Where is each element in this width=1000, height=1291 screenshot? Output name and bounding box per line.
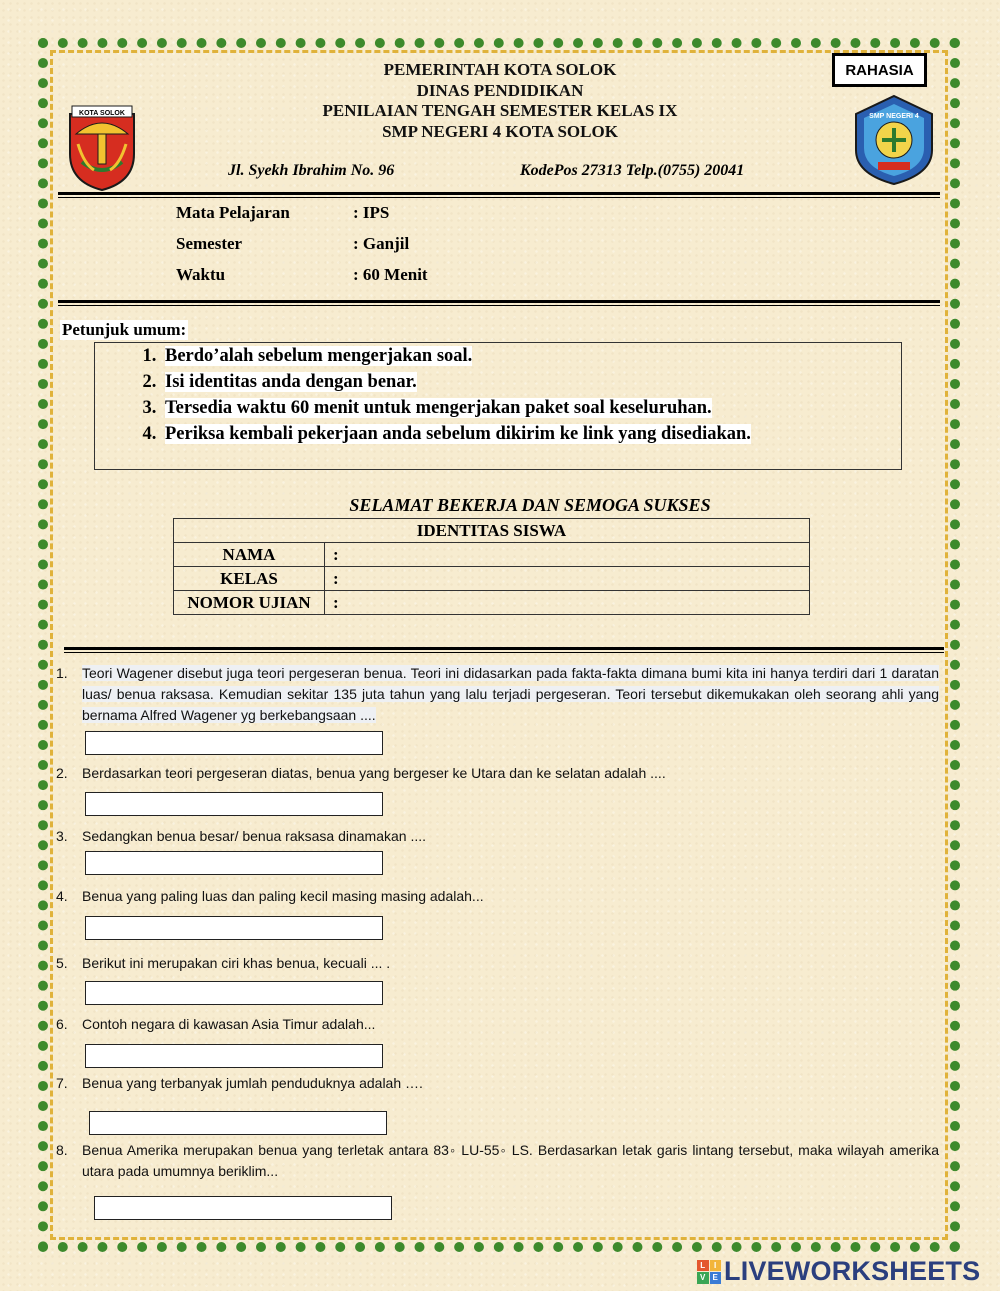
question-6 <box>56 1014 939 1035</box>
meta-label: Semester <box>176 234 243 253</box>
question-8 <box>56 1140 939 1182</box>
question-text: Berikut ini merupakan ciri khas benua, kecuali ... . <box>82 955 391 971</box>
identity-row <box>174 543 810 567</box>
answer-input-4[interactable] <box>85 916 383 940</box>
question-number: 8. <box>56 1142 68 1158</box>
instructions-box <box>94 342 902 470</box>
question-number: 5. <box>56 955 68 971</box>
meta-divider <box>58 300 940 306</box>
question-5 <box>56 953 939 974</box>
meta-time <box>176 265 428 285</box>
answer-input-8[interactable] <box>94 1196 392 1220</box>
meta-value: : 60 Menit <box>353 265 428 284</box>
identity-table <box>173 518 810 615</box>
question-text: Sedangkan benua besar/ benua raksasa dinamakan .... <box>82 828 427 844</box>
name-field[interactable]: : <box>325 543 810 567</box>
meta-label: Waktu <box>176 265 226 284</box>
question-text: Teori Wagener disebut juga teori pergeseran benua. Teori ini didasarkan pada fakta-fakta dimana bumi kita ini hanya terdiri dari 1 daratan luas/ benua raksasa. Kemudian sekitar 135 juta tahun yang lalu terjadi pergeseran. Teori tersebut dikemukakan oleh seorang ahli yang bernama Alfred Wagener yg berkebangsaan .... <box>82 665 939 723</box>
question-number: 1. <box>56 665 68 681</box>
question-number: 4. <box>56 888 68 904</box>
logo-left-text: KOTA SOLOK <box>79 110 125 117</box>
kota-solok-logo-icon <box>64 104 140 192</box>
meta-label: Mata Pelajaran <box>176 203 290 222</box>
question-4 <box>56 886 939 907</box>
answer-input-1[interactable] <box>85 731 383 755</box>
identity-row <box>174 567 810 591</box>
school-contact: KodePos 27313 Telp.(0755) 20041 <box>520 162 745 179</box>
instruction-item: 4. Periksa kembali pekerjaan anda sebelum dikirim ke link yang disediakan. <box>161 421 901 447</box>
answer-input-6[interactable] <box>85 1044 383 1068</box>
question-number: 3. <box>56 828 68 844</box>
letterhead <box>200 60 800 142</box>
liveworksheets-logo-icon: L I V E <box>697 1260 721 1284</box>
instruction-item: 1. Berdo’alah sebelum mengerjakan soal. <box>161 343 901 369</box>
class-field[interactable]: : <box>325 567 810 591</box>
header-line-3: PENILAIAN TENGAH SEMESTER KELAS IX <box>322 101 678 120</box>
answer-input-7[interactable] <box>89 1111 387 1135</box>
instruction-item: 3. Tersedia waktu 60 menit untuk mengerjakan paket soal keseluruhan. <box>161 395 901 421</box>
questions-divider <box>64 647 944 653</box>
question-7 <box>56 1073 939 1094</box>
confidential-badge: RAHASIA <box>832 53 927 87</box>
question-text: Benua yang paling luas dan paling kecil masing masing adalah... <box>82 888 484 904</box>
meta-value: : IPS <box>353 203 390 222</box>
question-text: Contoh negara di kawasan Asia Timur adalah... <box>82 1016 376 1032</box>
identity-label: KELAS <box>174 567 325 591</box>
school-address: Jl. Syekh Ibrahim No. 96 <box>228 162 395 179</box>
question-number: 6. <box>56 1016 68 1032</box>
meta-semester <box>176 234 409 254</box>
header-line-1: PEMERINTAH KOTA SOLOK <box>383 60 617 79</box>
question-text: Benua yang terbanyak jumlah penduduknya adalah …. <box>82 1075 423 1091</box>
question-text: Benua Amerika merupakan benua yang terletak antara 83◦ LU-55◦ LS. Berdasarkan letak garis lintang tersebut, maka wilayah amerika utara pada umumnya beriklim... <box>82 1142 939 1179</box>
identity-title: IDENTITAS SISWA <box>174 519 810 543</box>
logo-right-text: SMP NEGERI 4 <box>869 113 919 120</box>
instructions-title: Petunjuk umum: <box>62 320 187 339</box>
header-line-4: SMP NEGERI 4 KOTA SOLOK <box>382 121 618 141</box>
answer-input-5[interactable] <box>85 981 383 1005</box>
identity-label: NAMA <box>174 543 325 567</box>
liveworksheets-watermark <box>697 1256 980 1287</box>
exam-number-field[interactable]: : <box>325 591 810 615</box>
greeting-text: SELAMAT BEKERJA DAN SEMOGA SUKSES <box>349 495 711 515</box>
header-line-2: DINAS PENDIDIKAN <box>416 80 584 100</box>
identity-label: NOMOR UJIAN <box>174 591 325 615</box>
watermark-text: LIVEWORKSHEETS <box>724 1256 981 1286</box>
header-divider <box>58 192 940 198</box>
question-number: 2. <box>56 765 68 781</box>
question-3 <box>56 826 939 847</box>
identity-row <box>174 591 810 615</box>
question-1 <box>56 663 939 726</box>
question-text: Berdasarkan teori pergeseran diatas, benua yang bergeser ke Utara dan ke selatan adalah .... <box>82 765 666 781</box>
meta-subject <box>176 203 389 223</box>
question-2 <box>56 763 939 784</box>
instruction-item: 2. Isi identitas anda dengan benar. <box>161 369 901 395</box>
question-number: 7. <box>56 1075 68 1091</box>
answer-input-2[interactable] <box>85 792 383 816</box>
smp-negeri-4-logo-icon <box>852 94 936 186</box>
answer-input-3[interactable] <box>85 851 383 875</box>
meta-value: : Ganjil <box>353 234 410 253</box>
